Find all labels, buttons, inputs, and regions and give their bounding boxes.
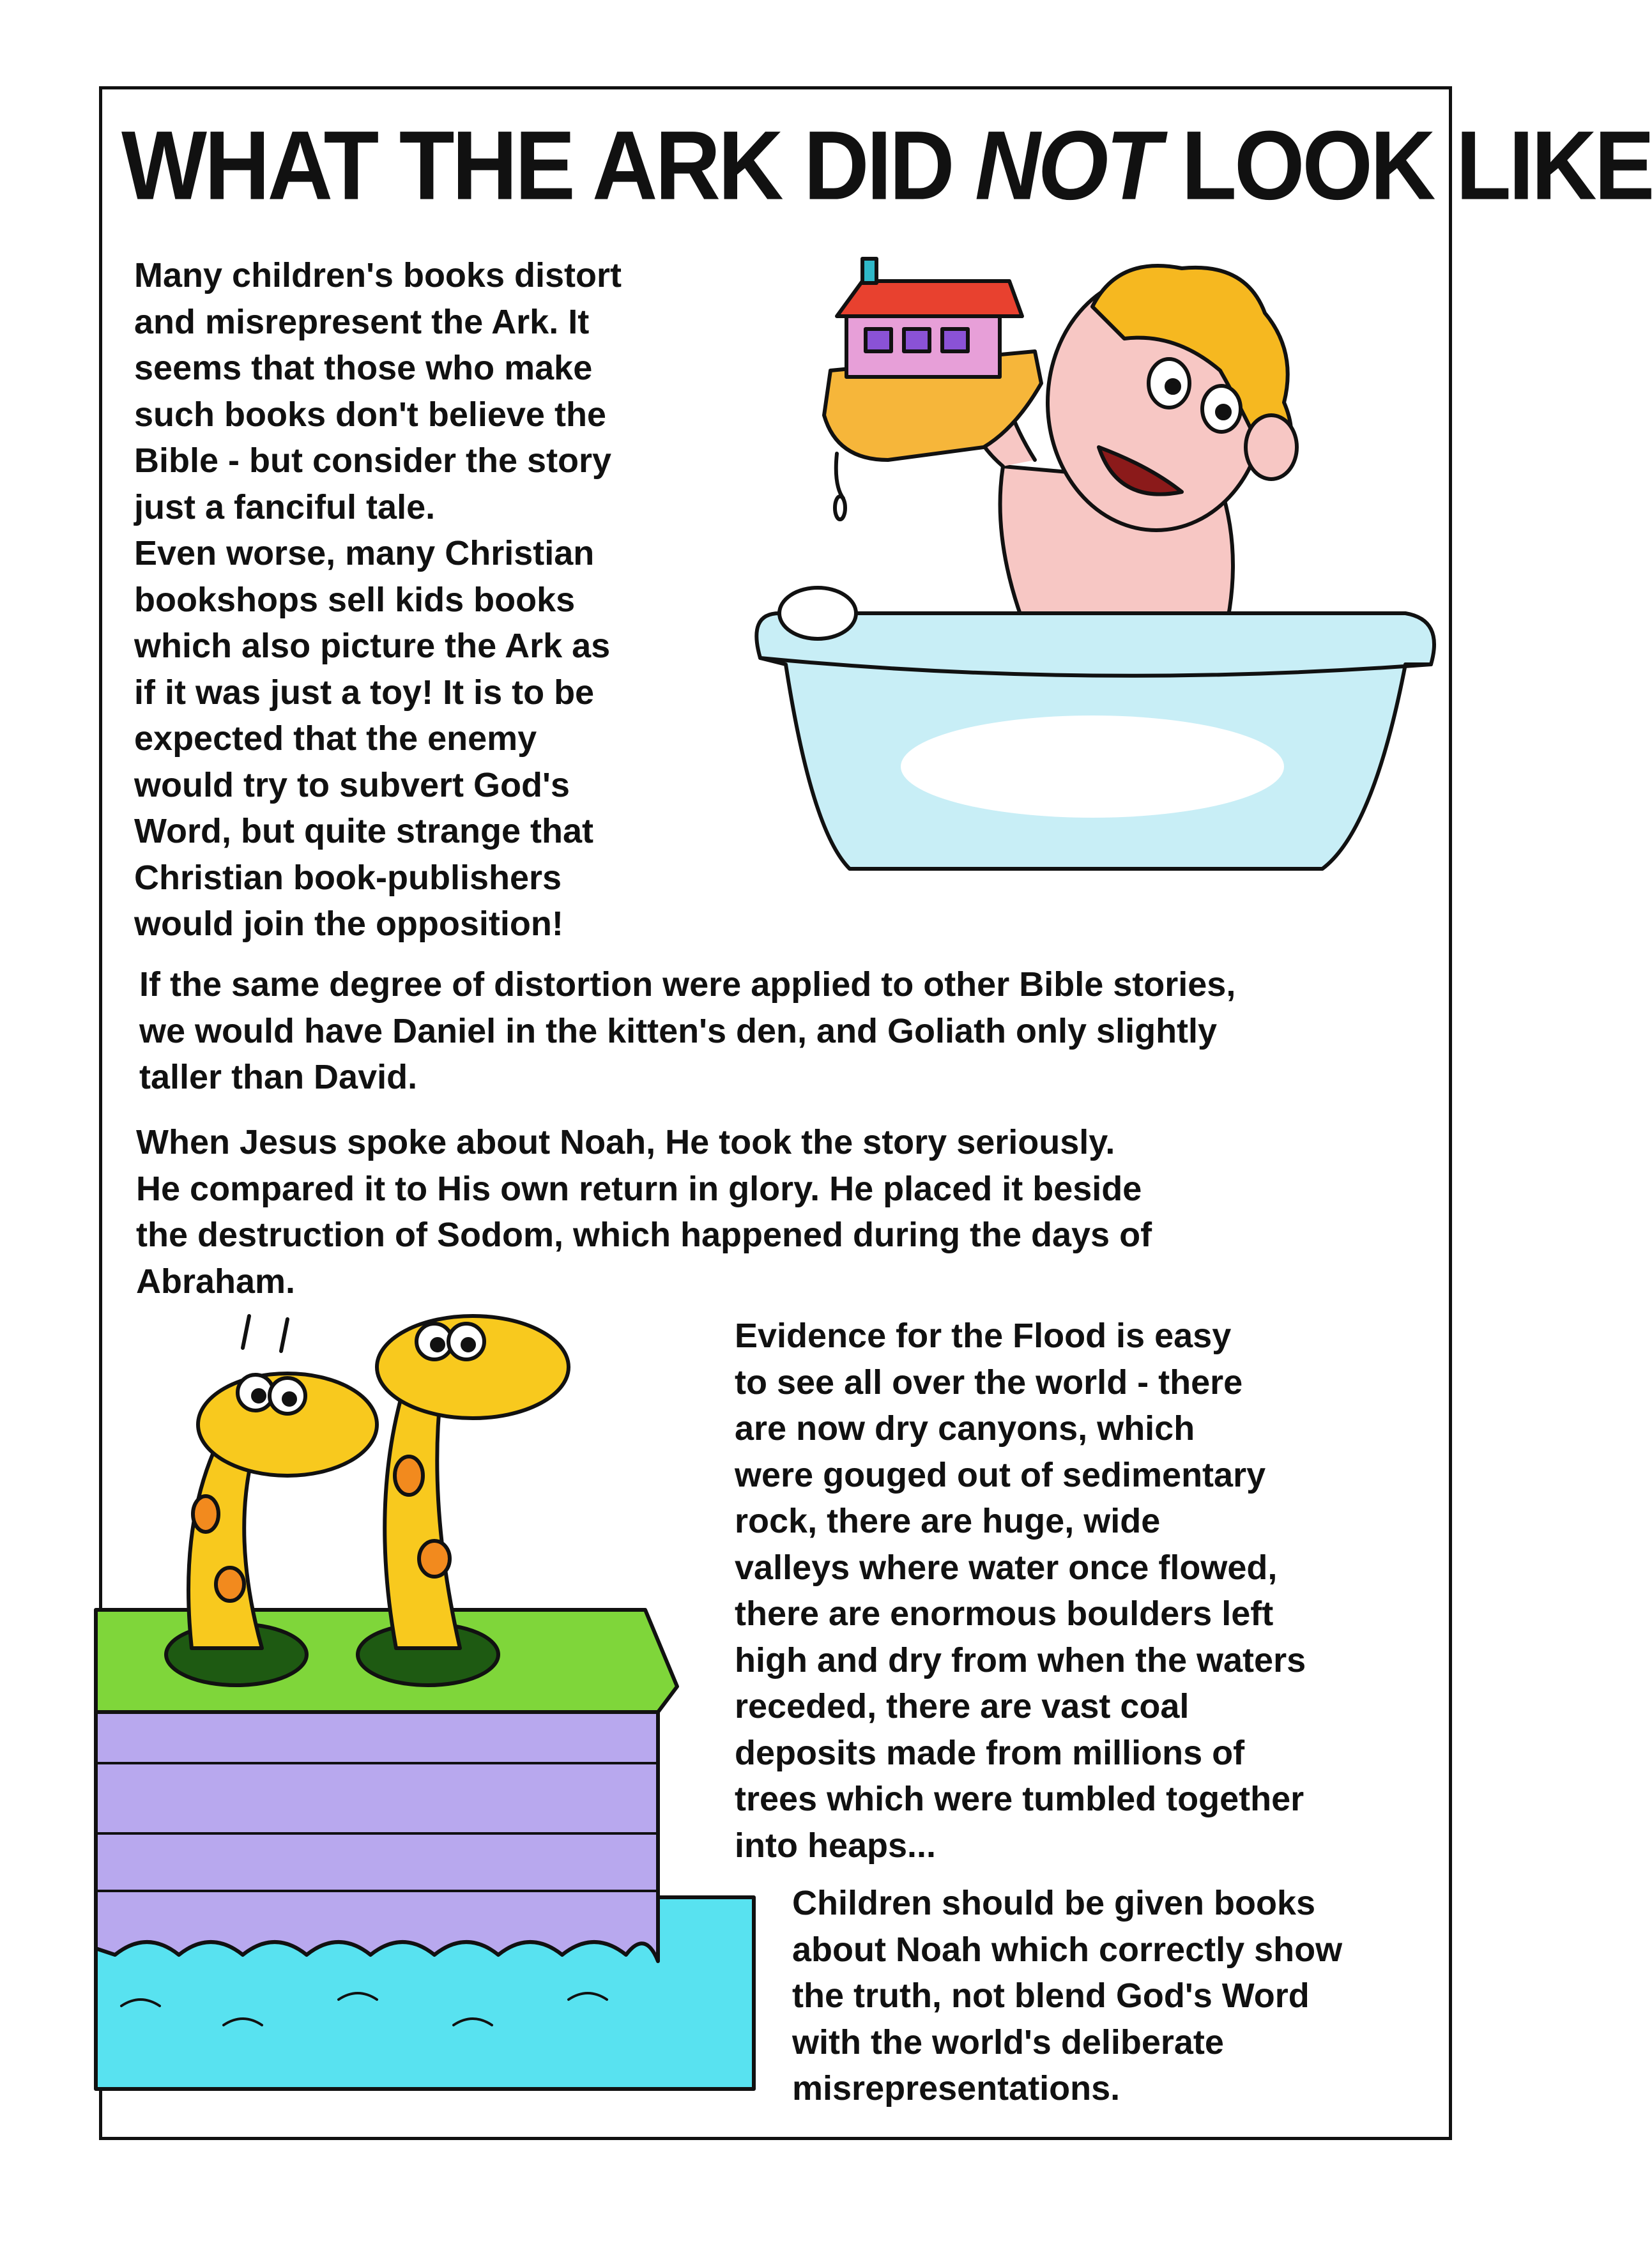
text-line: deposits made from millions of <box>735 1733 1245 1772</box>
text-line: He compared it to His own return in glory. He placed it beside <box>136 1169 1142 1208</box>
giraffe-small-neck <box>188 1444 262 1648</box>
text-line: we would have Daniel in the kitten's den, and Goliath only slightly <box>139 1011 1218 1050</box>
title-text-after: LOOK LIKE <box>1181 111 1652 221</box>
text-line: such books don't believe the <box>134 395 606 434</box>
ark-hull <box>96 1699 658 1961</box>
text-line: and misrepresent the Ark. It <box>134 302 590 341</box>
text-line: would join the opposition! <box>134 905 563 943</box>
text-line: Abraham. <box>136 1262 296 1301</box>
text-line: Evidence for the Flood is easy <box>735 1317 1232 1355</box>
text-line: Bible - but consider the story <box>134 441 612 480</box>
text-line: if it was just a toy! It is to be <box>134 673 595 712</box>
text-line: misrepresentations. <box>792 2069 1120 2107</box>
text-line: with the world's deliberate <box>792 2023 1224 2061</box>
distortion-paragraph <box>139 961 1235 1101</box>
text-line: there are enormous boulders left <box>735 1595 1274 1633</box>
title-emphasis: NOT <box>975 111 1159 221</box>
text-line: seems that those who make <box>134 349 593 387</box>
text-line: are now dry canyons, which <box>735 1409 1195 1448</box>
text-line: rock, there are huge, wide <box>735 1502 1161 1540</box>
boy-bath-illustration <box>735 256 1450 914</box>
text-line: valleys where water once flowed, <box>735 1548 1278 1587</box>
text-line: were gouged out of sedimentary <box>735 1455 1266 1494</box>
title-text-before: WHAT THE ARK DID <box>121 111 952 221</box>
page-title <box>121 107 1652 225</box>
text-line: would try to subvert God's <box>134 765 570 804</box>
text-line: about Noah which correctly show <box>792 1930 1343 1969</box>
text-line: the truth, not blend God's Word <box>792 1977 1310 2015</box>
text-line: If the same degree of distortion were applied to other Bible stories, <box>139 965 1236 1004</box>
giraffe-tall-neck <box>385 1393 460 1648</box>
text-line: just a fanciful tale. <box>134 487 436 526</box>
toy-ark-chimney <box>862 259 876 283</box>
conclusion-paragraph <box>792 1880 1342 2112</box>
boy-ear <box>1246 415 1297 479</box>
text-line: Many children's books distort <box>134 256 622 294</box>
text-line: Christian book-publishers <box>134 858 562 897</box>
toy-ark-roof <box>837 281 1022 316</box>
text-line: the destruction of Sodom, which happened during the days of <box>136 1216 1152 1254</box>
text-line: When Jesus spoke about Noah, He took the story seriously. <box>136 1123 1115 1161</box>
tub-water-highlight <box>901 715 1284 818</box>
jesus-paragraph <box>136 1119 1152 1304</box>
text-line: bookshops sell kids books <box>134 580 576 619</box>
text-line: expected that the enemy <box>134 719 537 758</box>
text-line: which also picture the Ark as <box>134 627 611 665</box>
text-line: taller than David. <box>139 1058 418 1096</box>
text-line: Children should be given books <box>792 1884 1316 1922</box>
text-line: to see all over the world - there <box>735 1363 1243 1402</box>
intro-paragraph <box>134 252 622 947</box>
giraffes-ark-illustration <box>96 1316 754 2102</box>
text-line: Word, but quite strange that <box>134 812 593 850</box>
text-line: into heaps... <box>735 1826 937 1865</box>
evidence-paragraph <box>735 1313 1306 1869</box>
text-line: trees which were tumbled together <box>735 1780 1304 1818</box>
text-line: Even worse, many Christian <box>134 534 595 572</box>
text-line: high and dry from when the waters <box>735 1641 1306 1679</box>
text-line: receded, there are vast coal <box>735 1687 1189 1725</box>
